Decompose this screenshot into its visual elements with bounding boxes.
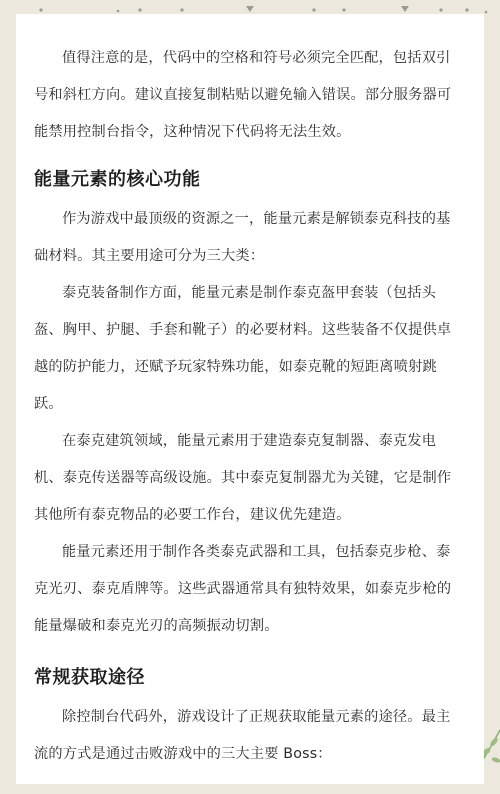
paragraph: 能量元素还用于制作各类泰克武器和工具，包括泰克步枪、泰克光刃、泰克盾牌等。这些武器通常具有独特效果，如泰克步枪的能量爆破和泰克光刃的高频振动切割。 bbox=[34, 544, 452, 634]
intro-paragraph: 值得注意的是，代码中的空格和符号必须完全匹配，包括双引号和斜杠方向。建议直接复制粘贴以避免输入错误。部分服务器可能禁用控制台指令，这种情况下代码将无法生效。 bbox=[34, 50, 452, 140]
paragraph: 泰克装备制作方面，能量元素是制作泰克盔甲套装（包括头盔、胸甲、护腿、手套和靴子）的必要材料。这些装备不仅提供卓越的防护能力，还赋予玩家特殊功能，如泰克靴的短距离喷射跳跃。 bbox=[34, 285, 452, 412]
article-body bbox=[34, 40, 464, 773]
section-heading-acquisition: 常规获取途径 bbox=[34, 667, 145, 688]
section-heading-core-functions: 能量元素的核心功能 bbox=[34, 169, 201, 190]
paragraph: 作为游戏中最顶级的资源之一，能量元素是解锁泰克科技的基础材料。其主要用途可分为三大类： bbox=[34, 211, 451, 264]
paragraph: 在泰克建筑领域，能量元素用于建造泰克复制器、泰克发电机、泰克传送器等高级设施。其中泰克复制器尤为关键，它是制作其他所有泰克物品的必要工作台，建议优先建造。 bbox=[34, 433, 452, 523]
top-ornament bbox=[39, 6, 487, 13]
paragraph: 除控制台代码外，游戏设计了正规获取能量元素的途径。最主流的方式是通过击败游戏中的三大主要 Boss： bbox=[34, 709, 451, 762]
